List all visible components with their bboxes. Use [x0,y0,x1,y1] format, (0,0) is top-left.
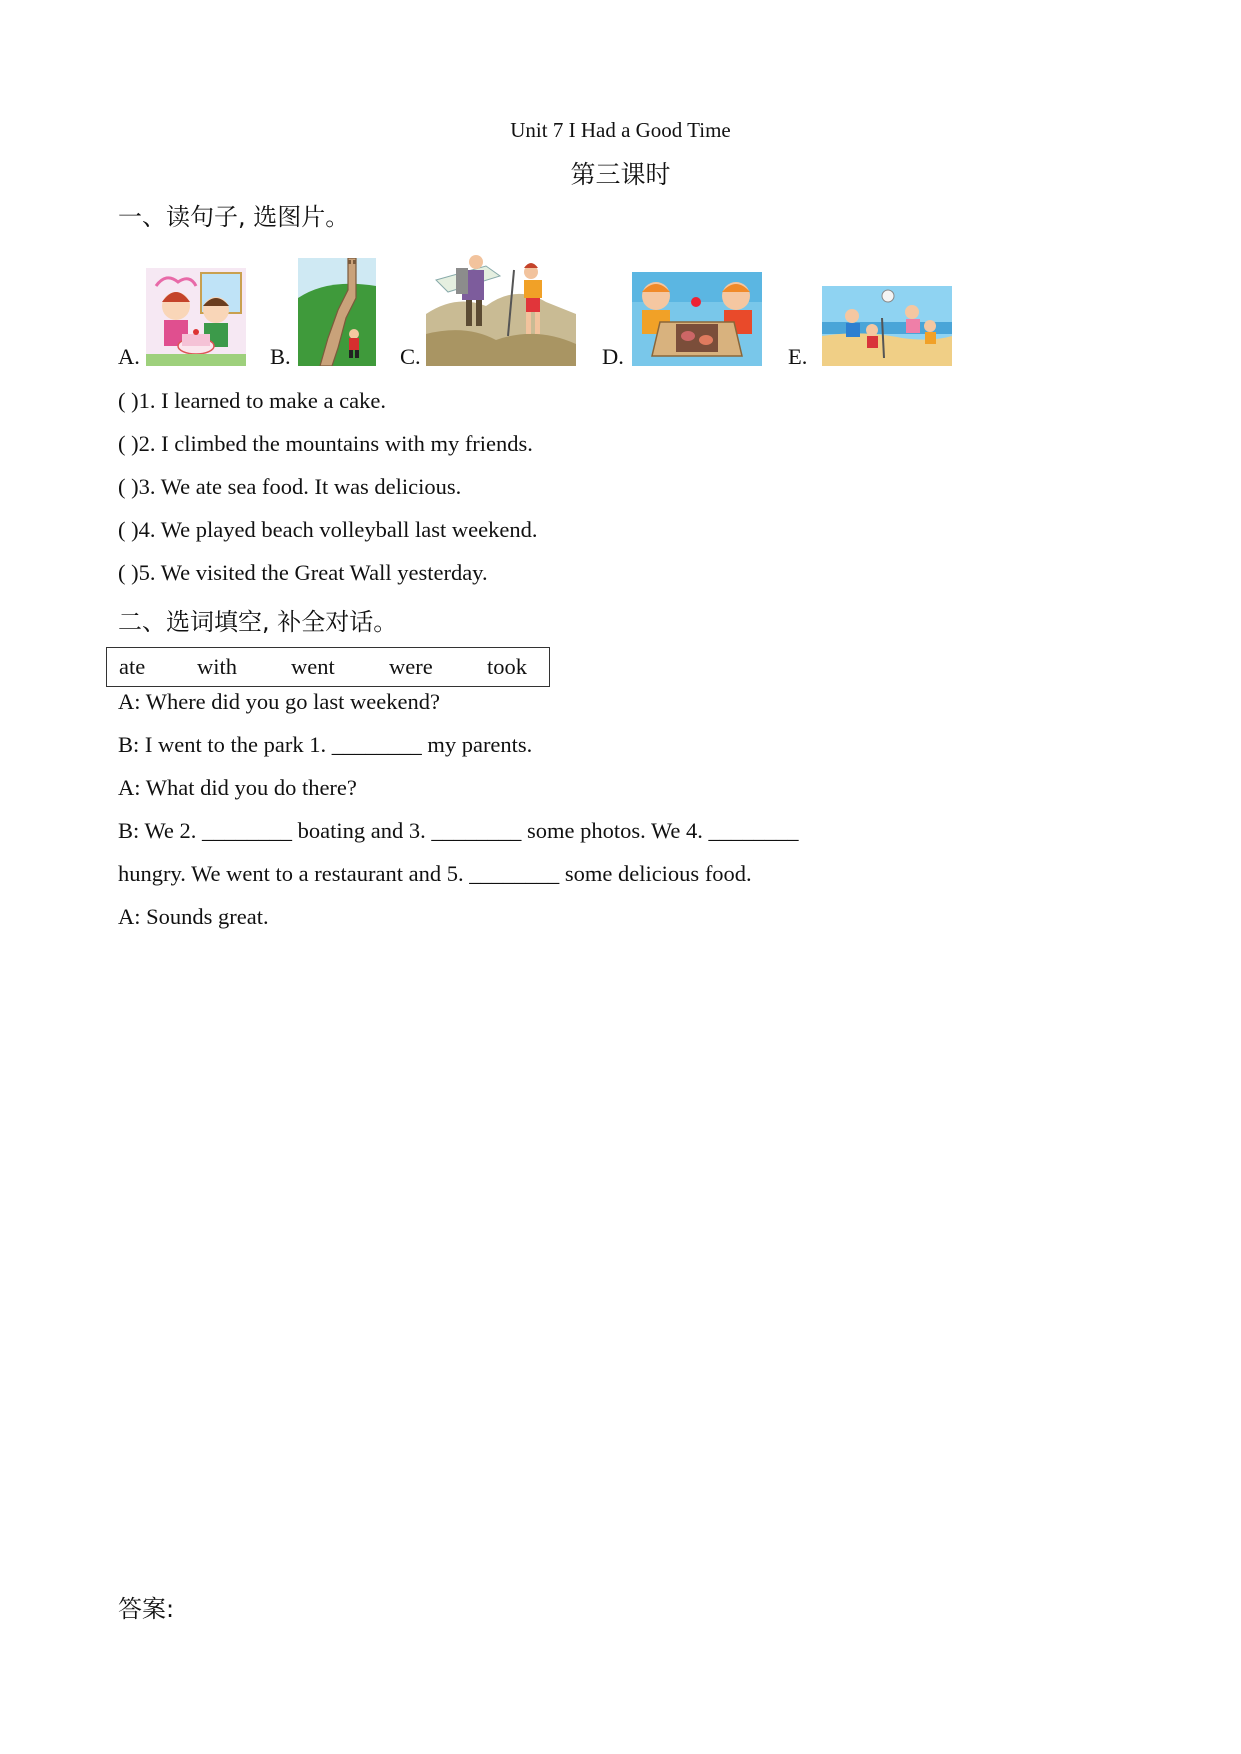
word-bank-box [106,647,550,687]
dialogue-line-2: B: I went to the park 1. ________ my parents. [118,732,533,757]
option-c-label: C. [400,344,421,369]
option-e-label: E. [788,344,808,369]
option-a-label: A. [118,344,140,369]
question-2: ( )2. I climbed the mountains with my friends. [118,431,533,456]
word-bank-item: ate [119,654,146,679]
word-bank-item: went [291,654,335,679]
beach-volleyball-icon [822,286,952,366]
mountain-climbing-icon [426,244,576,366]
option-d-label: D. [602,344,624,369]
dialogue-line-3: A: What did you do there? [118,775,357,800]
lesson-title: 第三课时 [570,160,671,189]
section2-heading: 二、选词填空, 补全对话。 [118,608,398,636]
answers-label: 答案: [118,1595,175,1623]
unit-title: Unit 7 I Had a Good Time [510,118,731,142]
cake-making-kids-icon [146,268,246,366]
question-4: ( )4. We played beach volleyball last weekend. [118,517,538,542]
great-wall-icon [298,258,376,366]
dialogue-line-5: hungry. We went to a restaurant and 5. ________ some delicious food. [118,861,752,886]
dialogue-line-4: B: We 2. ________ boating and 3. ________ some photos. We 4. ________ [118,818,799,843]
seafood-table-icon [632,272,762,366]
word-bank-item: were [389,654,433,679]
question-5: ( )5. We visited the Great Wall yesterday. [118,560,488,585]
word-bank-item: took [487,654,528,679]
option-b-label: B. [270,344,291,369]
dialogue-line-1: A: Where did you go last weekend? [118,689,440,714]
dialogue-line-6: A: Sounds great. [118,904,269,929]
word-bank-item: with [197,654,238,679]
question-1: ( )1. I learned to make a cake. [118,388,386,413]
question-3: ( )3. We ate sea food. It was delicious. [118,474,462,499]
section1-heading: 一、读句子, 选图片。 [118,203,350,231]
